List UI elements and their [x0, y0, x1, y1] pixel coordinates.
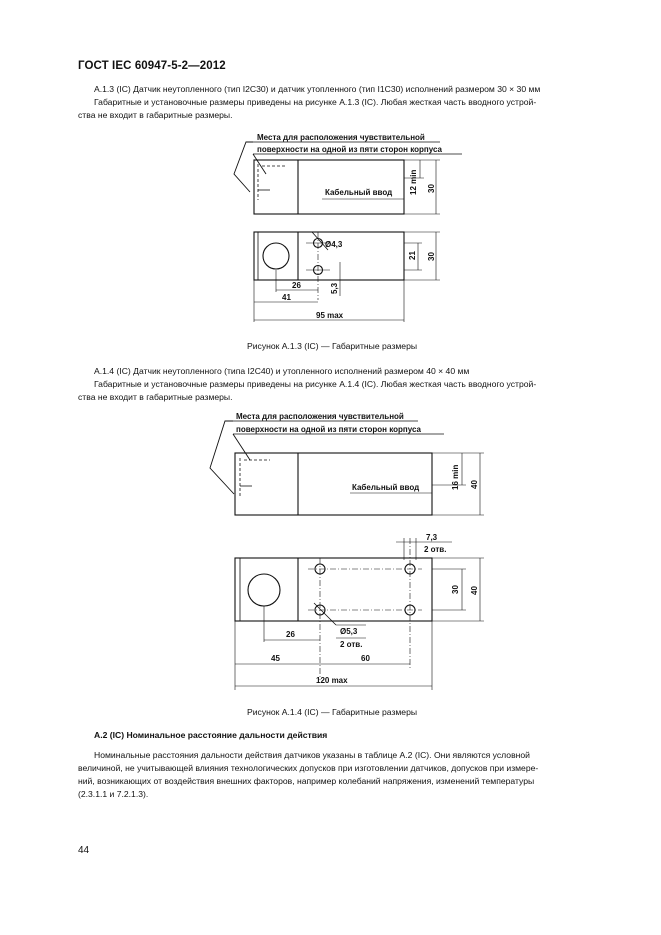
a14-note-line1: Места для расположения чувствительной — [236, 412, 404, 421]
a2-paragraph-line2: величиной, не учитывающей влияния технологических допусков при изготовлении датчиков, допусков при измере- — [78, 763, 539, 773]
figure-a14-caption: Рисунок А.1.4 (IC) — Габаритные размеры — [247, 707, 418, 717]
a14-dim-73: 7,3 — [426, 533, 438, 542]
a13-dim-26: 26 — [292, 281, 301, 290]
a13-dim-12min: 12 min — [409, 169, 418, 195]
a14-dim-26: 26 — [286, 630, 295, 639]
a14-paragraph-line3: ства не входит в габаритные размеры. — [78, 392, 233, 402]
a14-dim-2holes-bottom: 2 отв. — [340, 640, 363, 649]
a14-dim-45: 45 — [271, 654, 280, 663]
a13-paragraph-line2: Габаритные и установочные размеры приведены на рисунке А.1.3 (IC). Любая жесткая часть вводного устрой- — [94, 97, 537, 107]
a13-dim-95max: 95 max — [316, 311, 344, 320]
a14-paragraph-line2: Габаритные и установочные размеры приведены на рисунке А.1.4 (IC). Любая жесткая часть вводного устрой- — [94, 379, 537, 389]
a14-dim-30: 30 — [451, 585, 460, 594]
a14-dim-16min: 16 min — [451, 464, 460, 490]
a2-paragraph-line4: (2.3.1.1 и 7.2.1.3). — [78, 789, 149, 799]
a14-dim-60: 60 — [361, 654, 370, 663]
a13-paragraph-line1: А.1.3 (IC) Датчик неутопленного (тип I2C30) и датчик утопленного (тип I1C30) исполнений размером 30 × 30 мм — [94, 84, 541, 94]
document-header: ГОСТ IEC 60947-5-2—2012 — [78, 60, 226, 72]
a14-cable-label: Кабельный ввод — [352, 483, 420, 492]
a13-dim-30-bottom: 30 — [427, 252, 436, 261]
a14-note-line2: поверхности на одной из пяти сторон корпуса — [236, 425, 421, 434]
a2-heading: А.2 (IC) Номинальное расстояние дальности действия — [94, 730, 328, 740]
figure-a13-caption: Рисунок А.1.3 (IC) — Габаритные размеры — [247, 341, 418, 351]
a2-paragraph-line1: Номинальные расстояния дальности действия датчиков указаны в таблице А.2 (IC). Они являются условной — [94, 750, 530, 760]
a2-paragraph-line3: ний, возникающих от воздействия внешних факторов, например колебаний напряжения, изменений температуры — [78, 776, 535, 786]
a13-note-line2: поверхности на одной из пяти сторон корпуса — [257, 145, 442, 154]
a14-paragraph-line1: А.1.4 (IC) Датчик неутопленного (типа I2C40) и утопленного исполнений размером 40 × 40 мм — [94, 366, 470, 376]
a13-paragraph-line3: ства не входит в габаритные размеры. — [78, 110, 233, 120]
a14-dim-diam: Ø5,3 — [340, 627, 358, 636]
a13-note-line1: Места для расположения чувствительной — [257, 133, 425, 142]
a14-dim-40-top: 40 — [470, 480, 479, 489]
a13-dim-41: 41 — [282, 293, 291, 302]
a13-dim-53: 5,3 — [330, 282, 339, 294]
a14-dim-40-bottom: 40 — [470, 586, 479, 595]
a13-dim-diam: Ø4,3 — [325, 240, 343, 249]
page-number: 44 — [78, 845, 90, 856]
a14-dim-2holes-top: 2 отв. — [424, 545, 447, 554]
a13-cable-label: Кабельный ввод — [325, 188, 393, 197]
a13-dim-21: 21 — [408, 251, 417, 260]
a14-dim-120max: 120 max — [316, 676, 348, 685]
a13-dim-30-top: 30 — [427, 184, 436, 193]
